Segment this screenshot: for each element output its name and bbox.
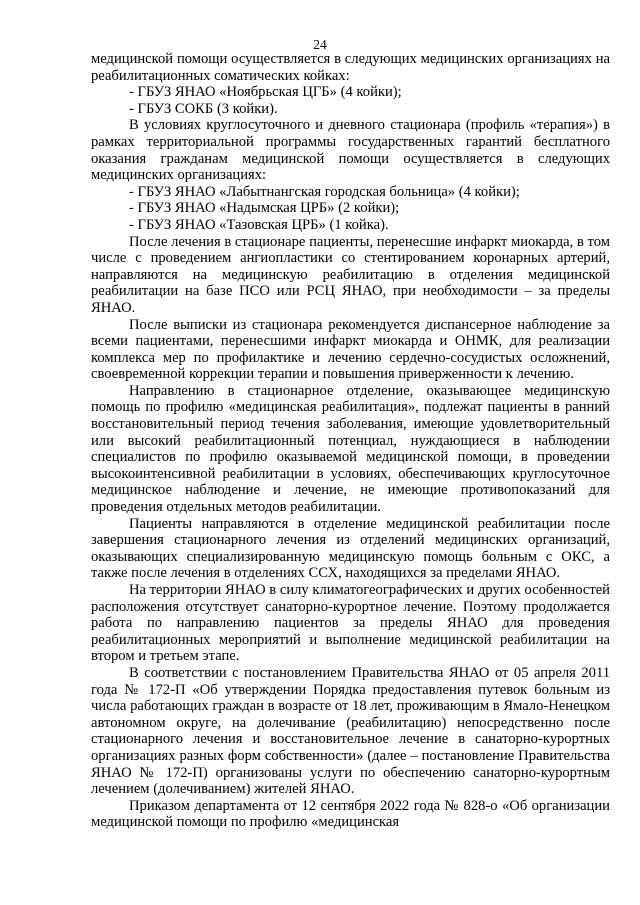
paragraph-resolution-172p: В соответствии с постановлением Правительства ЯНАО от 05 апреля 2011 года № 172-П «Об утверждении Порядка предоставления путевок больным из числа работающих граждан в возрасте от 18 лет, проживающим в Ямало-Ненецком автономном округе, на долечивание (реабилитацию) непосредственно после стационарного лечения и восстановительное лечение в санаторно-курортных организациях разных форм собственности» (далее – постановление Правительства ЯНАО № 172-П) организованы услуги по обеспечению санаторно-курортным лечением (долечиванием) жителей ЯНАО. [91, 664, 610, 798]
list-item-tazovsky: - ГБУЗ ЯНАО «Тазовская ЦРБ» (1 койка). [129, 216, 389, 233]
paragraph-after-treatment: После лечения в стационаре пациенты, перенесшие инфаркт миокарда, в том числе с проведением ангиопластики со стентированием коронарных артерий, направляются на медицинскую реабилитацию в отделения медицинской реабилитации на базе ПСО или РСЦ ЯНАО, при необходимости – за пределы ЯНАО. [91, 233, 610, 316]
list-item-labytnangi: - ГБУЗ ЯНАО «Лабытнангская городская больница» (4 койки); [129, 183, 520, 200]
list-item-noyabrsk: - ГБУЗ ЯНАО «Ноябрьская ЦГБ» (4 койки); [129, 84, 402, 101]
paragraph-order-828: Приказом департамента от 12 сентября 2022 года № 828-о «Об организации медицинской помощи по профилю «медицинская [91, 797, 610, 831]
paragraph-continuation: медицинской помощи осуществляется в следующих медицинских организациях на реабилитационных соматических койках: [91, 51, 610, 84]
paragraph-patients-referred: Пациенты направляются в отделение медицинской реабилитации после завершения стационарного лечения из отделений медицинских организаций, оказывающих специализированную медицинскую помощь больным с ОКС, а также после лечения в отделениях ССХ, находящихся за пределами ЯНАО. [91, 515, 610, 582]
paragraph-after-discharge: После выписки из стационара рекомендуется диспансерное наблюдение за всеми пациентами, перенесшими инфаркт миокарда и ОНМК, для реализации комплекса мер по профилактике и лечению сердечно-сосудистых осложнений, своевременной коррекции терапии и повышения приверженности к лечению. [91, 316, 610, 383]
document-body [91, 51, 610, 831]
list-item-nadym: - ГБУЗ ЯНАО «Надымская ЦРБ» (2 койки); [129, 200, 400, 217]
page-number: 24 [313, 37, 327, 52]
paragraph-sanatorium: На территории ЯНАО в силу климатогеографических и других особенностей расположения отсутствует санаторно-курортное лечение. Поэтому продолжается работа по направлению пациентов за пределы ЯНАО для проведения реабилитационных мероприятий и выполнение медицинской реабилитации на втором и третьем этапе. [91, 582, 610, 665]
list-item-sokb: - ГБУЗ СОКБ (3 койки). [129, 100, 278, 117]
paragraph-referral-criteria: Направлению в стационарное отделение, оказывающее медицинскую помощь по профилю «медицинская реабилитация», подлежат пациенты в ранний восстановительный период течения заболевания, имеющие удовлетворительный или высокий реабилитационный потенциал, нуждающиеся в наблюдении специалистов по профилю оказываемой медицинской помощи, в проведении высокоинтенсивной реабилитации в условиях, обеспечивающих круглосуточное медицинское наблюдение и лечение, не имеющие противопоказаний для проведения отдельных методов реабилитации. [91, 382, 610, 516]
paragraph-therapy-profile: В условиях круглосуточного и дневного стационара (профиль «терапия») в рамках территориальной программы государственных гарантий бесплатного оказания гражданам медицинской помощи осуществляется в следующих медицинских организациях: [91, 117, 610, 184]
